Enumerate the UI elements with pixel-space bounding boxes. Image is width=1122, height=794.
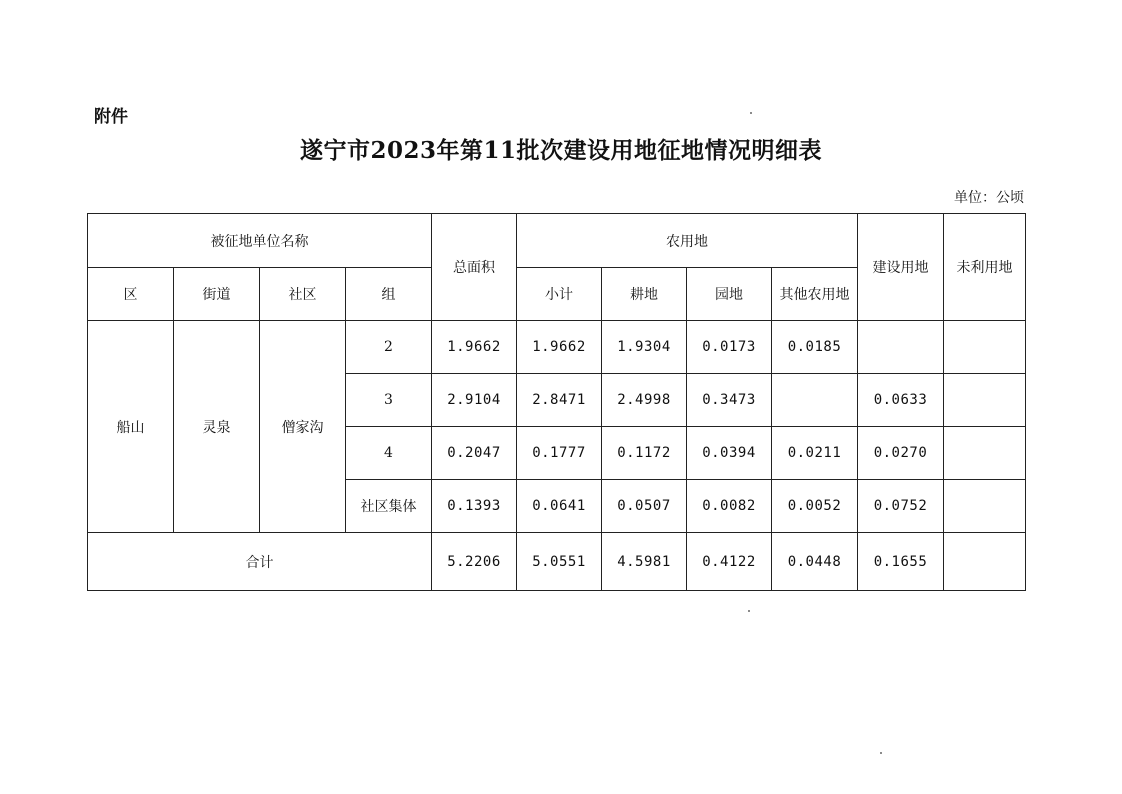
cell-cultivated: 0.0507 [602,480,687,533]
cell-unused [944,427,1026,480]
table-row [88,321,1026,374]
header-street: 街道 [174,268,260,321]
total-area: 5.2206 [432,533,517,591]
cell-unused [944,374,1026,427]
cell-subtotal: 2.8471 [517,374,602,427]
total-subtotal: 5.0551 [517,533,602,591]
total-other: 0.0448 [772,533,858,591]
cell-group: 4 [346,427,432,480]
cell-total: 1.9662 [432,321,517,374]
cell-subtotal: 0.0641 [517,480,602,533]
cell-garden: 0.0082 [687,480,772,533]
total-cultivated: 4.5981 [602,533,687,591]
cell-total: 0.1393 [432,480,517,533]
header-cultivated: 耕地 [602,268,687,321]
cell-cultivated: 0.1172 [602,427,687,480]
cell-other: 0.0211 [772,427,858,480]
header-expropriated-unit: 被征地单位名称 [88,214,432,268]
header-row-1 [88,214,1026,268]
cell-cultivated: 2.4998 [602,374,687,427]
cell-subtotal: 0.1777 [517,427,602,480]
cell-other: 0.0052 [772,480,858,533]
cell-total: 2.9104 [432,374,517,427]
attachment-label: 附件 [94,107,128,127]
header-district: 区 [88,268,174,321]
header-group: 组 [346,268,432,321]
header-unused: 未利用地 [944,214,1026,321]
header-agricultural: 农用地 [517,214,858,268]
cell-construction [858,321,944,374]
cell-garden: 0.0394 [687,427,772,480]
total-construction: 0.1655 [858,533,944,591]
cell-cultivated: 1.9304 [602,321,687,374]
cell-group: 3 [346,374,432,427]
land-expropriation-table [87,213,1026,591]
header-other-agricultural: 其他农用地 [772,268,858,321]
unit-label: 单位：公顷 [954,190,1024,206]
cell-subtotal: 1.9662 [517,321,602,374]
cell-construction: 0.0270 [858,427,944,480]
cell-other: 0.0185 [772,321,858,374]
cell-unused [944,480,1026,533]
cell-garden: 0.3473 [687,374,772,427]
cell-construction: 0.0752 [858,480,944,533]
cell-unused [944,321,1026,374]
cell-garden: 0.0173 [687,321,772,374]
cell-group: 2 [346,321,432,374]
cell-community: 僧家沟 [260,321,346,533]
header-construction: 建设用地 [858,214,944,321]
header-subtotal: 小计 [517,268,602,321]
header-total-area: 总面积 [432,214,517,321]
document-title: 遂宁市2023年第11批次建设用地征地情况明细表 [299,137,823,164]
scan-speck [750,112,752,114]
total-garden: 0.4122 [687,533,772,591]
cell-group: 社区集体 [346,480,432,533]
total-unused [944,533,1026,591]
total-row [88,533,1026,591]
header-community: 社区 [260,268,346,321]
cell-construction: 0.0633 [858,374,944,427]
total-label: 合计 [88,533,432,591]
cell-district: 船山 [88,321,174,533]
cell-other [772,374,858,427]
cell-street: 灵泉 [174,321,260,533]
scan-speck [748,610,750,612]
scan-speck [880,752,882,754]
cell-total: 0.2047 [432,427,517,480]
header-garden: 园地 [687,268,772,321]
